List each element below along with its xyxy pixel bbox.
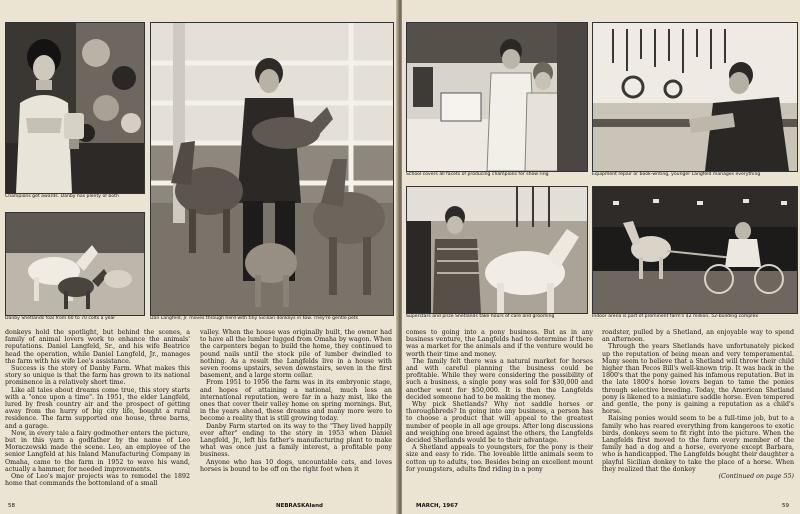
issue-date (416, 503, 458, 509)
paragraph: A Shetland appeals to youngsters, for the pony is their size and easy to ride. The loveable little animals seem to cotton up to adults, too. Besides being an excellent mount for youngsters, adults find riding in a pony (406, 444, 593, 473)
paragraph: From 1951 to 1956 the farm was in its embryonic stage, and hopes of attaining a national, much less an international reputation, were far in a hazy mist, like the ones that cover their valley home on spring mornings. But, in the years ahead, these dreams and many more were to become a reality that is still growing today. (200, 379, 392, 423)
photo-equipment-repair (592, 22, 798, 172)
photo-donkey-herd (150, 22, 394, 316)
paragraph: Why pick Shetlands? Why not saddle horses or thoroughbreds? In going into any business, a person has to choose a product that will appeal to the greatest number of people in all age groups. After long discussions and weighing one breed against the others, the Langfelds decided Shetlands would be to their advantage. (406, 401, 593, 445)
photo-superstars-grooming (406, 186, 588, 314)
caption-donkeys: Dan Langfeld, Jr. moves through herd with tiny Sicilian donkeys in tow. They're gentle pets (150, 316, 359, 321)
right-page (402, 0, 800, 514)
paragraph: valley. When the house was originally built, the owner had to have all the lumber lugged from Omaha by wagon. When the carpenters began to build the home, they continued to pound nails until the stock pile of lumber dwindled to nothing. As a result the Langfelds live in a house with seven rooms upstairs, seven downstairs, seven in the first basement, and a large storm cellar. (200, 329, 392, 380)
photo-champion-trophy (5, 22, 145, 194)
photo-foals (5, 212, 145, 316)
paragraph: Raising ponies would seem to be a full-time job, but to a family who has reared everything from kangeroos to exotic birds, donkeys seem to fit right into the picture. When the Langfelds first moved to the farm every member of the family had a dog and a horse, everyone except Barbara, who is handicapped. The Langfelds bought their daughter a playful Sicilian donkey to take the place of a horse. When they realized that the donkey (602, 415, 794, 473)
paragraph: comes to going into a pony business. But as in any business venture, the Langfelds had to determine if there was a market for the animals and if the venture would be worth their time and money. (406, 329, 593, 358)
right-page-column-1 (406, 329, 593, 499)
continued-note: (Continued on page 55) (718, 473, 794, 481)
paragraph: Now, in every tale a fairy godmother enters the picture, but in this yarn a godfather by the name of Leo Moraczewski made the scene. Leo, an employee of the senior Langfeld at his Inland Manufacturing Company in Omaha, came to the farm in 1952 to wave his wand, actually a hammer, for needed improvements. (5, 429, 190, 473)
left-page (0, 0, 398, 514)
caption-school: School covers all facets of producing champions for show ring (406, 172, 549, 177)
continued-note-line (602, 473, 794, 480)
caption-superstars: Superstars and prize Shetlands take hours of care and grooming (406, 314, 555, 319)
page-number-left: 58 (8, 503, 15, 509)
photo-school (406, 22, 588, 172)
paragraph: donkeys hold the spotlight, but behind the scenes, a family of animal lovers work to enhance the animals' reputations. Daniel Langfeld, Sr., and his wife Beatrice head the operation, while Daniel Langfeld, Jr., manages the farm with his wife Lee's assistance. (5, 329, 190, 365)
caption-equipment: Equipment repair or book-writing, younger Langfeld manages everything (592, 172, 761, 177)
left-page-column-2 (200, 329, 392, 499)
magazine-title-text: NEBRASKAland (276, 503, 323, 509)
paragraph: One of Leo's major projects was to remodel the 1892 home that commands the bottomland of a small (5, 473, 190, 488)
paragraph: Anyone who has 10 dogs, uncountable cats, and loves horses is bound to be off on the right foot when it (200, 458, 392, 473)
right-page-column-2 (602, 329, 794, 501)
caption-champions: Champions get awards. Danby has plenty of both (5, 194, 119, 199)
paragraph: roadster, pulled by a Shetland, an enjoyable way to spend an afternoon. (602, 329, 794, 344)
paragraph: Success is the story of Danby Farm. What makes this story so unique is that the farm has grown to its national prominence in a relatively short time. (5, 365, 190, 387)
left-page-column-1 (5, 329, 190, 499)
paragraph: Like all tales about dreams come true, this story starts with a "once upon a time". In 1951, the elder Langfeld, lured by fresh country air and the prospect of getting away from the hurry of big city life, bought a rural residence. The farm supported one house, three barns, and a garage. (5, 386, 190, 430)
caption-foals: Danby Shetlands foal from 60 to 70 colts a year (5, 316, 116, 321)
photo-indoor-arena (592, 186, 798, 314)
page-number-right: 59 (782, 503, 789, 509)
paragraph: The family felt there was a natural market for horses and with careful planning the business could be profitable. While they were considering the possibility of such a business, a single pony was sold for $30,000 and another went for $50,000. It is then the Langfelds decided someone had to be making the money. (406, 357, 593, 401)
paragraph: Through the years Shetlands have unfortunately picked up the reputation of being mean and very temperamental. Many seem to believe that a Shetland will throw their child higher than Pecos Bill's well-known trip. It was back in the 1800's that the pony gained his infamous reputation. But in the late 1800's horse lovers began to tame the ponies through selective breeding. Today, the American Shetland pony is likened to a miniature saddle horse. Even tempered and gentle, the pony is gaining a reputation as a child's horse. (602, 343, 794, 416)
caption-arena: Indoor arena is part of prominent farm's $2 million, 52-building complex (592, 314, 759, 319)
paragraph: Danby Farm started on its way to the "They lived happily ever after" ending to the story in 1953 when Daniel Langfeld, Jr., left his father's manufacturing plant to make what was once just a family interest, a profitable pony business. (200, 422, 392, 459)
magazine-title (276, 503, 323, 509)
issue-date-text: MARCH, 1967 (416, 503, 458, 509)
